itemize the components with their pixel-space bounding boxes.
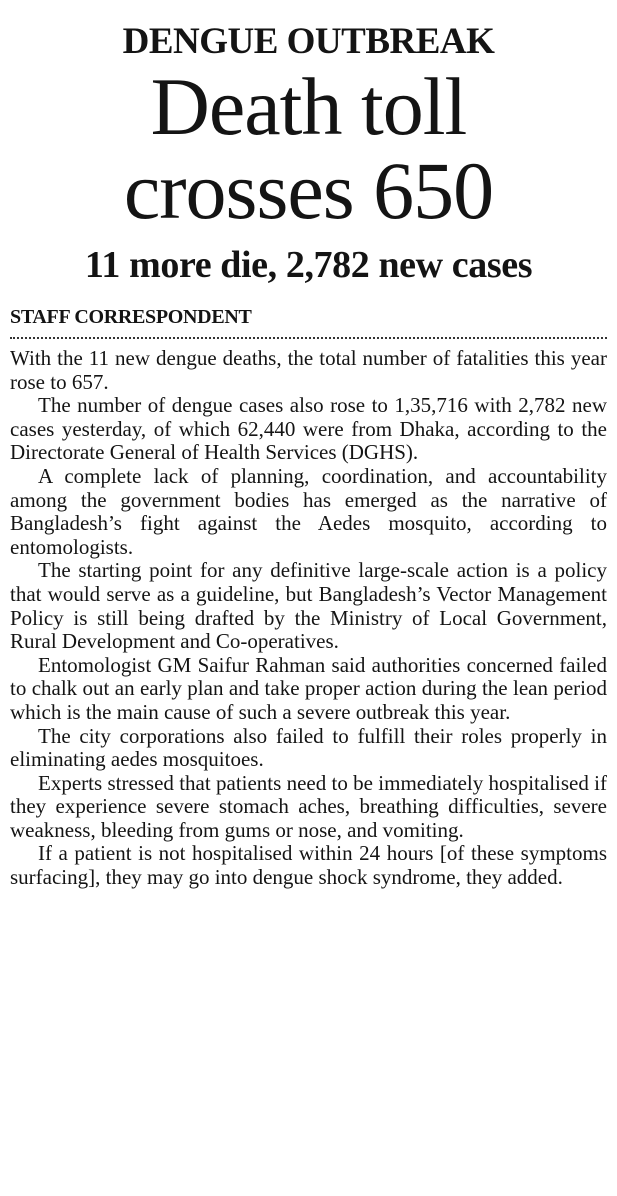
article-body: [10, 347, 607, 890]
paragraph: If a patient is not hospitalised within 24 hours [of these symptoms surfacing], they may go into dengue shock syndrome, they added.: [10, 841, 607, 890]
subheadline: 11 more die, 2,782 new cases: [84, 244, 533, 286]
paragraph: With the 11 new dengue deaths, the total number of fatalities this year rose to 657.: [10, 346, 607, 394]
dotted-divider: [10, 337, 607, 339]
news-article: [0, 22, 617, 1196]
headline: [10, 61, 607, 236]
byline: STAFF CORRESPONDENT: [10, 306, 252, 328]
paragraph: Experts stressed that patients need to be immediately hospitalised if they experience severe stomach aches, breathing difficulties, severe weakness, bleeding from gums or nose, and vomiting.: [10, 770, 607, 842]
headline-line-1: Death toll: [150, 61, 467, 152]
kicker-label: DENGUE OUTBREAK: [122, 21, 495, 62]
paragraph: Entomologist GM Saifur Rahman said authorities concerned failed to chalk out an early plan and take proper action during the lean period which is the main cause of such a severe outbreak this year.: [10, 652, 607, 724]
paragraph: The starting point for any definitive large-scale action is a policy that would serve as a guideline, but Bangladesh’s Vector Management Policy is still being drafted by the Ministry of Local Government, Rural Development and Co-operatives.: [10, 558, 607, 654]
paragraph: The number of dengue cases also rose to 1,35,716 with 2,782 new cases yesterday, of which 62,440 were from Dhaka, according to the Directorate General of Health Services (DGHS).: [10, 393, 607, 465]
paragraph: The city corporations also failed to fulfill their roles properly in eliminating aedes mosquitoes.: [10, 723, 607, 772]
paragraph: A complete lack of planning, coordination, and accountability among the government bodies has emerged as the narrative of Bangladesh’s fight against the Aedes mosquito, according to entomologists.: [10, 463, 607, 559]
headline-line-2: crosses 650: [123, 145, 494, 236]
